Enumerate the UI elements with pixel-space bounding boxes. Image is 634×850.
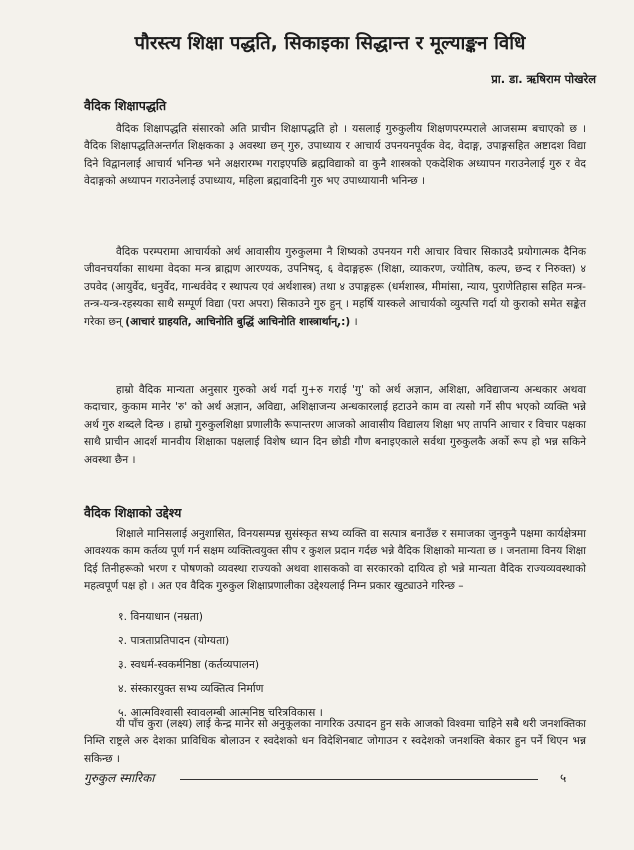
footer-publication: गुरुकुल स्मारिका (84, 771, 155, 785)
paragraph-2 (84, 244, 586, 331)
paragraph-4 (84, 526, 586, 596)
page-number: ५ (560, 771, 567, 785)
list-item: २. पात्रताप्रतिपादन (योग्यता) (118, 634, 230, 647)
paragraph-5-text: यी पाँच कुरा (लक्ष्य) लाई केन्द्र मानेर सो अनुकूलका नागरिक उत्पादन हुन सके आजको विश्वमा चाहिने सबै थरी जनशक्तिका निम्ति राष्ट्रले अरु देशका प्राविधिक बोलाउन र स्वदेशको धन विदेशिनबाट जोगाउन र स्वदेशको जनशक्ति बेकार हुन पर्ने थिएन भन्न सकिन्छ । (84, 718, 586, 765)
article-title: पौरस्त्य शिक्षा पद्धति, सिकाइका सिद्धान्त र मूल्याङ्कन विधि (134, 33, 526, 54)
paragraph-2-quote: (आचारं ग्राहयति, आचिनोति बुद्धिं आचिनोति शास्त्रार्थान्,:) (125, 315, 351, 328)
list-item: ३. स्वधर्म-स्वकर्मनिष्ठा (कर्तव्यपालन) (118, 658, 260, 671)
paragraph-4-text: शिक्षाले मानिसलाई अनुशासित, विनयसम्पन्न सुसंस्कृत सभ्य व्यक्ति वा सत्पात्र बनाउँछ र समाजका जुनकुनै पक्षमा कार्यक्षेत्रमा आवश्यक काम कर्तव्य पूर्ण गर्न सक्षम व्यक्तित्वयुक्त सीप र कुशल प्रदान गर्दछ भन्ने वैदिक शिक्षाको मान्यता छ । जनतामा विनय शिक्षा दिई तिनीहरूको भरण र पोषणको व्यवस्था राज्यको अथवा शासकको वा सरकारको दायित्व हो भन्ने मान्यता वैदिक राज्यव्यवस्थाको महत्वपूर्ण पक्ष हो । अत एव वैदिक गुरुकुल शिक्षाप्रणालीका उद्देश्यलाई निम्न प्रकार खुट्याउने गरिन्छ – (84, 528, 586, 593)
paragraph-5 (84, 716, 586, 768)
footer-rule (180, 779, 538, 780)
paragraph-1 (84, 121, 586, 191)
objectives-list (118, 605, 323, 725)
paragraph-3 (84, 382, 586, 469)
paragraph-2-text: वैदिक परम्परामा आचार्यको अर्थ आवासीय गुरुकुलमा नै शिष्यको उपनयन गरी आचार विचार सिकाउदै प्रयोगात्मक दैनिक जीवनचर्याका साथमा वेदका मन्त्र ब्राह्मण आरण्यक, उपनिषद्, ६ वेदाङ्गहरू (शिक्षा, व्याकरण, ज्योतिष, कल्प, छन्द र निरुक्त) ४ उपवेद (आयुर्वेद, धनुर्वेद, गान्धर्ववेद र स्थापत्य एवं अर्थशास्त्र) तथा ४ उपाङ्गहरू (धर्मशास्त्र, मीमांसा, न्याय, पुराणेतिहास सहित मन्त्र-तन्त्र-यन्त्र-रहस्यका साथै सम्पूर्ण विद्या (परा अपरा) सिकाउने गुरु हुन् । महर्षि यास्कले आचार्यको व्युत्पत्ति गर्दा यो कुराको समेत सङ्केत गरेका छन् (84, 246, 586, 328)
paragraph-3-text: हाम्रो वैदिक मान्यता अनुसार गुरुको अर्थ गर्दा गु+रु गराई 'गु' को अर्थ अज्ञान, अशिक्षा, अविद्याजन्य अन्धकार अथवा कदाचार, कुकाम मानेर 'रु' को अर्थ अज्ञान, अविद्या, अशिक्षाजन्य अन्धकारलाई हटाउने काम वा त्यसो गर्ने सीप भएको व्यक्ति भन्ने अर्थ गुरु शब्दले दिन्छ । हाम्रो गुरुकुलशिक्षा प्रणालीकै रूपान्तरण आजको आवासीय विद्यालय शिक्षा भए तापनि आचार र विचार पक्षका साथै प्राचीन आदर्श मानवीय शिक्षाका पक्षलाई विशेष ध्यान दिन छोडी गौण बनाइएकाले सर्वथा गुरुकुलकै अर्को रूप हो भन्न सकिने अवस्था छैन । (84, 384, 586, 466)
section-heading-objectives: वैदिक शिक्षाको उद्देश्य (84, 505, 182, 520)
paragraph-1-text: वैदिक शिक्षापद्धति संसारको अति प्राचीन शिक्षापद्धति हो । यसलाई गुरुकुलीय शिक्षणपरम्पराले आजसम्म बचाएको छ । वैदिक शिक्षापद्धतिअन्तर्गत शिक्षकका ३ अवस्था छन् गुरु, उपाध्याय र आचार्य उपनयनपूर्वक वेद, वेदाङ्ग, उपाङ्गसहित अष्टादश विद्या दिने विद्वानलाई आचार्य भनिन्छ भने अक्षरारम्भ गराइएपछि ब्रह्मविद्याको वा कुनै शास्त्रको एकदेशिक अध्यापन गराउनेलाई गुरु र वेद वेदाङ्गको अध्यापन गराउनेलाई उपाध्याय, महिला ब्रह्मवादिनी गुरु भए उपाध्यायानी भनिन्छ । (84, 123, 586, 188)
list-item: १. विनयाधान (नम्रता) (118, 610, 204, 623)
paragraph-2-end: । (350, 315, 358, 328)
section-heading-vedic-education: वैदिक शिक्षापद्धति (84, 98, 167, 113)
list-item: ४. संस्कारयुक्त सभ्य व्यक्तित्व निर्माण (118, 682, 264, 695)
author-name: प्रा. डा. ऋषिराम पोखरेल (491, 72, 596, 86)
list-item: ५. आत्मविश्वासी स्वावलम्बी आत्मनिष्ठ चरित्रविकास । (118, 706, 323, 719)
